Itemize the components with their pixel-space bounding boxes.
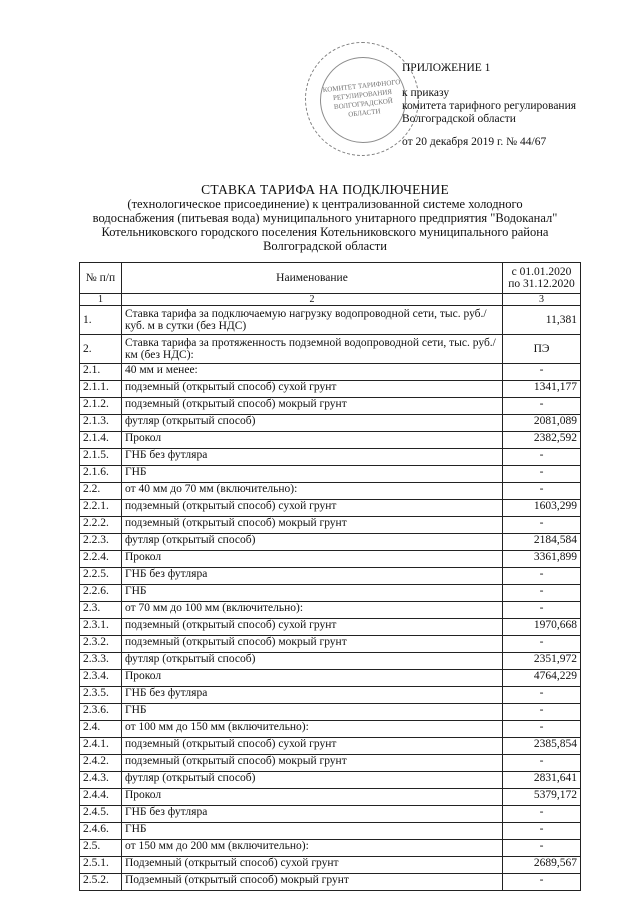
row-number: 2.3.1. — [80, 619, 122, 636]
row-name: подземный (открытый способ) сухой грунт — [121, 381, 502, 398]
header-period: с 01.01.2020 по 31.12.2020 — [503, 263, 581, 294]
index-cell: 3 — [503, 294, 581, 306]
row-name: ГНБ без футляра — [121, 568, 502, 585]
row-value: - — [503, 398, 581, 415]
row-name: футляр (открытый способ) — [121, 653, 502, 670]
row-value: - — [503, 840, 581, 857]
row-number: 2.1.3. — [80, 415, 122, 432]
row-number: 2.4. — [80, 721, 122, 738]
row-number: 2.1.5. — [80, 449, 122, 466]
row-name: футляр (открытый способ) — [121, 534, 502, 551]
row-number: 2.3.4. — [80, 670, 122, 687]
row-name: ГНБ без футляра — [121, 687, 502, 704]
row-name: ГНБ без футляра — [121, 449, 502, 466]
row-value: 1603,299 — [503, 500, 581, 517]
row-number: 2.3.5. — [80, 687, 122, 704]
title-line: Котельниковского городского поселения Котельниковского муниципального района — [101, 225, 549, 239]
row-value: 2831,641 — [503, 772, 581, 789]
table-row — [80, 636, 581, 653]
row-name: подземный (открытый способ) сухой грунт — [121, 738, 502, 755]
row-value: 4764,229 — [503, 670, 581, 687]
table-row — [80, 755, 581, 772]
appendix-date: от 20 декабря 2019 г. № 44/67 — [402, 136, 547, 148]
table-row — [80, 415, 581, 432]
row-number: 2.3. — [80, 602, 122, 619]
row-number: 2.4.1. — [80, 738, 122, 755]
row-value: 2385,854 — [503, 738, 581, 755]
table-row — [80, 364, 581, 381]
row-value: 2351,972 — [503, 653, 581, 670]
row-name: ГНБ — [121, 466, 502, 483]
row-name: Ставка тарифа за протяженность подземной водопроводной сети, тыс. руб./км (без НДС): — [121, 335, 502, 364]
row-value: 1341,177 — [503, 381, 581, 398]
table-row — [80, 704, 581, 721]
row-number: 2.1.4. — [80, 432, 122, 449]
row-name: ГНБ — [121, 585, 502, 602]
row-name: подземный (открытый способ) сухой грунт — [121, 619, 502, 636]
table-row — [80, 738, 581, 755]
row-number: 2.2. — [80, 483, 122, 500]
row-name: ГНБ без футляра — [121, 806, 502, 823]
appendix-line: Волгоградской области — [402, 113, 516, 125]
row-value: - — [503, 466, 581, 483]
row-number: 2.5.1. — [80, 857, 122, 874]
title-main: СТАВКА ТАРИФА НА ПОДКЛЮЧЕНИЕ — [201, 182, 449, 197]
row-value: - — [503, 602, 581, 619]
row-value: - — [503, 704, 581, 721]
table-row — [80, 840, 581, 857]
table-row — [80, 585, 581, 602]
row-number: 2.4.4. — [80, 789, 122, 806]
stamp-text: КОМИТЕТ ТАРИФНОГО РЕГУЛИРОВАНИЯ ВОЛГОГРАДСКОЙ ОБЛАСТИ — [316, 53, 411, 148]
row-name: Ставка тарифа за подключаемую нагрузку водопроводной сети, тыс. руб./куб. м в сутки (без НДС) — [121, 306, 502, 335]
title-line: Волгоградской области — [263, 239, 387, 253]
row-value: - — [503, 755, 581, 772]
row-value: 2382,592 — [503, 432, 581, 449]
row-value: - — [503, 806, 581, 823]
row-name: футляр (открытый способ) — [121, 772, 502, 789]
row-name: ГНБ — [121, 704, 502, 721]
row-value: 11,381 — [503, 306, 581, 335]
row-name: от 100 мм до 150 мм (включительно): — [121, 721, 502, 738]
header-name: Наименование — [121, 263, 502, 294]
table-row — [80, 602, 581, 619]
row-name: Прокол — [121, 551, 502, 568]
table-header-row — [80, 263, 581, 294]
row-name: Подземный (открытый способ) мокрый грунт — [121, 874, 502, 891]
row-value: - — [503, 449, 581, 466]
row-number: 2.2.2. — [80, 517, 122, 534]
row-value: 2081,089 — [503, 415, 581, 432]
row-value: - — [503, 874, 581, 891]
table-row — [80, 534, 581, 551]
row-name: Прокол — [121, 789, 502, 806]
row-name: от 150 мм до 200 мм (включительно): — [121, 840, 502, 857]
row-name: Подземный (открытый способ) сухой грунт — [121, 857, 502, 874]
table-row — [80, 857, 581, 874]
appendix-title: ПРИЛОЖЕНИЕ 1 — [402, 62, 491, 74]
table-row — [80, 619, 581, 636]
row-number: 2.4.6. — [80, 823, 122, 840]
index-cell: 2 — [121, 294, 502, 306]
row-number: 2.2.1. — [80, 500, 122, 517]
table-row — [80, 823, 581, 840]
row-number: 2.2.4. — [80, 551, 122, 568]
row-value: - — [503, 687, 581, 704]
table-row — [80, 551, 581, 568]
row-name: подземный (открытый способ) мокрый грунт — [121, 636, 502, 653]
table-row — [80, 483, 581, 500]
table-row — [80, 789, 581, 806]
row-number: 2.2.6. — [80, 585, 122, 602]
appendix-block — [402, 62, 576, 149]
table-row — [80, 687, 581, 704]
table-row — [80, 381, 581, 398]
index-cell: 1 — [80, 294, 122, 306]
appendix-line: комитета тарифного регулирования — [402, 100, 577, 112]
row-number: 2.2.3. — [80, 534, 122, 551]
row-number: 1. — [80, 306, 122, 335]
row-name: Прокол — [121, 432, 502, 449]
row-name: ГНБ — [121, 823, 502, 840]
row-name: 40 мм и менее: — [121, 364, 502, 381]
row-value: ПЭ — [503, 335, 581, 364]
row-name: подземный (открытый способ) мокрый грунт — [121, 755, 502, 772]
row-value: - — [503, 568, 581, 585]
table-row — [80, 335, 581, 364]
table-row — [80, 568, 581, 585]
table-row — [80, 432, 581, 449]
row-name: Прокол — [121, 670, 502, 687]
row-number: 2.1.1. — [80, 381, 122, 398]
row-value: 2184,584 — [503, 534, 581, 551]
row-value: - — [503, 483, 581, 500]
row-number: 2.5.2. — [80, 874, 122, 891]
row-value: - — [503, 823, 581, 840]
table-body — [80, 294, 581, 891]
row-name: подземный (открытый способ) мокрый грунт — [121, 517, 502, 534]
title-line: водоснабжения (питьевая вода) муниципального унитарного предприятия "Водоканал" — [92, 211, 558, 225]
row-number: 2.5. — [80, 840, 122, 857]
header-num: № п/п — [80, 263, 122, 294]
row-value: 1970,668 — [503, 619, 581, 636]
table-row — [80, 653, 581, 670]
row-name: подземный (открытый способ) сухой грунт — [121, 500, 502, 517]
appendix-line: к приказу — [402, 87, 450, 99]
row-name: футляр (открытый способ) — [121, 415, 502, 432]
row-number: 2.3.2. — [80, 636, 122, 653]
table-row — [80, 517, 581, 534]
row-name: от 70 мм до 100 мм (включительно): — [121, 602, 502, 619]
row-number: 2.3.6. — [80, 704, 122, 721]
row-value: 3361,899 — [503, 551, 581, 568]
table-row — [80, 466, 581, 483]
table-row — [80, 500, 581, 517]
row-name: подземный (открытый способ) мокрый грунт — [121, 398, 502, 415]
row-number: 2.4.5. — [80, 806, 122, 823]
table-row — [80, 670, 581, 687]
row-number: 2.4.3. — [80, 772, 122, 789]
row-number: 2.1. — [80, 364, 122, 381]
table-row — [80, 449, 581, 466]
table-row — [80, 721, 581, 738]
row-value: - — [503, 585, 581, 602]
document-title — [60, 183, 590, 253]
column-index-row — [80, 294, 581, 306]
row-value: - — [503, 517, 581, 534]
table-row — [80, 398, 581, 415]
row-number: 2. — [80, 335, 122, 364]
row-number: 2.1.6. — [80, 466, 122, 483]
row-value: - — [503, 721, 581, 738]
row-value: 2689,567 — [503, 857, 581, 874]
row-number: 2.1.2. — [80, 398, 122, 415]
row-value: 5379,172 — [503, 789, 581, 806]
row-value: - — [503, 636, 581, 653]
row-name: от 40 мм до 70 мм (включительно): — [121, 483, 502, 500]
tariff-table — [79, 262, 581, 891]
row-number: 2.3.3. — [80, 653, 122, 670]
row-number: 2.4.2. — [80, 755, 122, 772]
table-row — [80, 806, 581, 823]
row-value: - — [503, 364, 581, 381]
table-row — [80, 772, 581, 789]
title-line: (технологическое присоединение) к централизованной системе холодного — [127, 197, 523, 211]
table-row — [80, 306, 581, 335]
table-row — [80, 874, 581, 891]
row-number: 2.2.5. — [80, 568, 122, 585]
